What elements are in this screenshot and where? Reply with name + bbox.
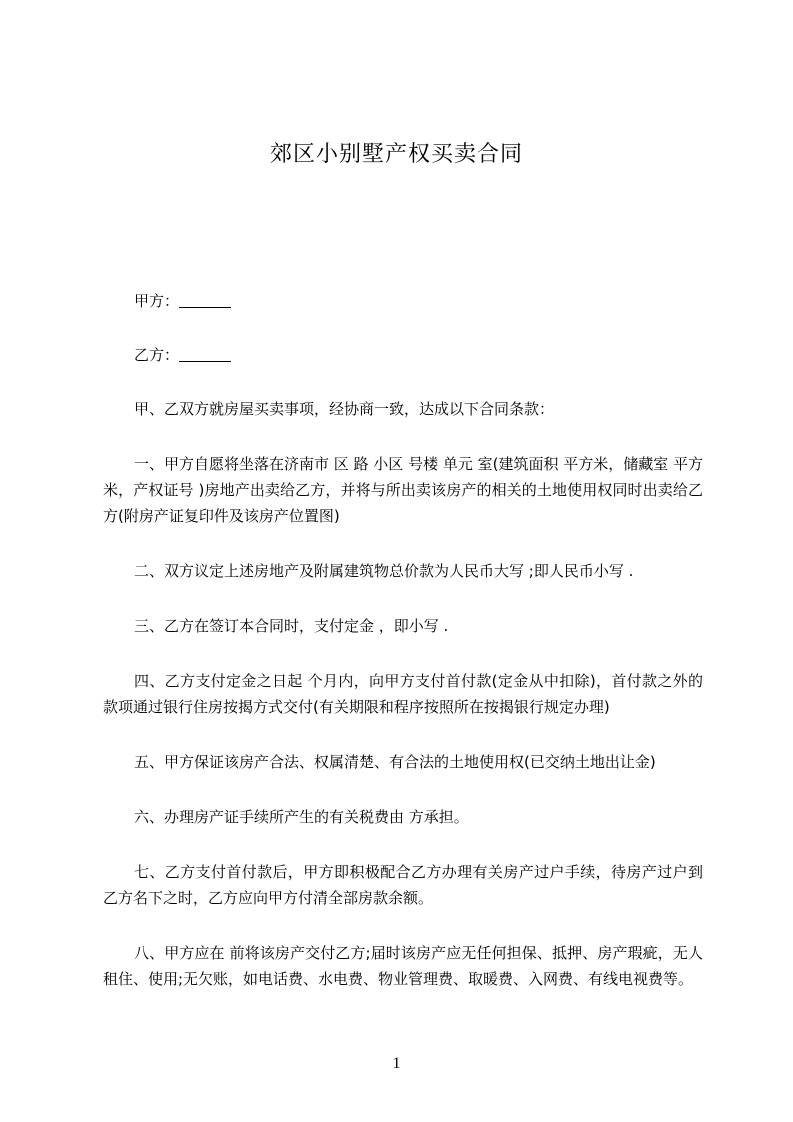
party-b-line <box>103 342 703 368</box>
document-title: 郊区小别墅产权买卖合同 <box>269 142 523 167</box>
contract-body <box>103 288 703 1021</box>
page-number: 1 <box>392 1055 401 1072</box>
clause-2: 二、双方议定上述房地产及附属建筑物总价款为人民币大写 ;即人民币小写 . <box>134 562 634 580</box>
clause-5: 五、甲方保证该房产合法、权属清楚、有合法的土地使用权(已交纳土地出让金) <box>134 753 656 771</box>
clause-8: 八、甲方应在 前将该房产交付乙方;届时该房产应无任何担保、抵押、房产瑕疵，无人租住、使用;无欠账，如电话费、水电费、物业管理费、取暖费、入网费、有线电视费等。 <box>103 944 703 988</box>
party-a-blank <box>179 291 231 308</box>
clause-6: 六、办理房产证手续所产生的有关税费由 方承担。 <box>134 808 469 826</box>
clause-1: 一、甲方自愿将坐落在济南市 区 路 小区 号楼 单元 室(建筑面积 平方米，储藏室 平方米，产权证号 )房地产出卖给乙方，并将与所出卖该房产的相关的土地使用权同时出卖给乙方(附房产证复印件及该房产位置图) <box>103 455 704 525</box>
party-a-label: 甲方： <box>134 292 180 310</box>
clause-7: 七、乙方支付首付款后，甲方即积极配合乙方办理有关房产过户手续，待房产过户到乙方名下之时，乙方应向甲方付清全部房款余额。 <box>103 863 703 907</box>
intro-paragraph: 甲、乙双方就房屋买卖事项，经协商一致，达成以下合同条款： <box>134 400 555 418</box>
clause-3: 三、乙方在签订本合同时，支付定金 ，即小写 . <box>134 617 449 635</box>
party-b-blank <box>179 345 231 362</box>
party-b-label: 乙方： <box>134 346 180 364</box>
clause-4: 四、乙方支付定金之日起 个月内，向甲方支付首付款(定金从中扣除)，首付款之外的款项通过银行住房按揭方式交付(有关期限和程序按照所在按揭银行规定办理) <box>103 672 703 716</box>
party-a-line <box>103 288 703 314</box>
